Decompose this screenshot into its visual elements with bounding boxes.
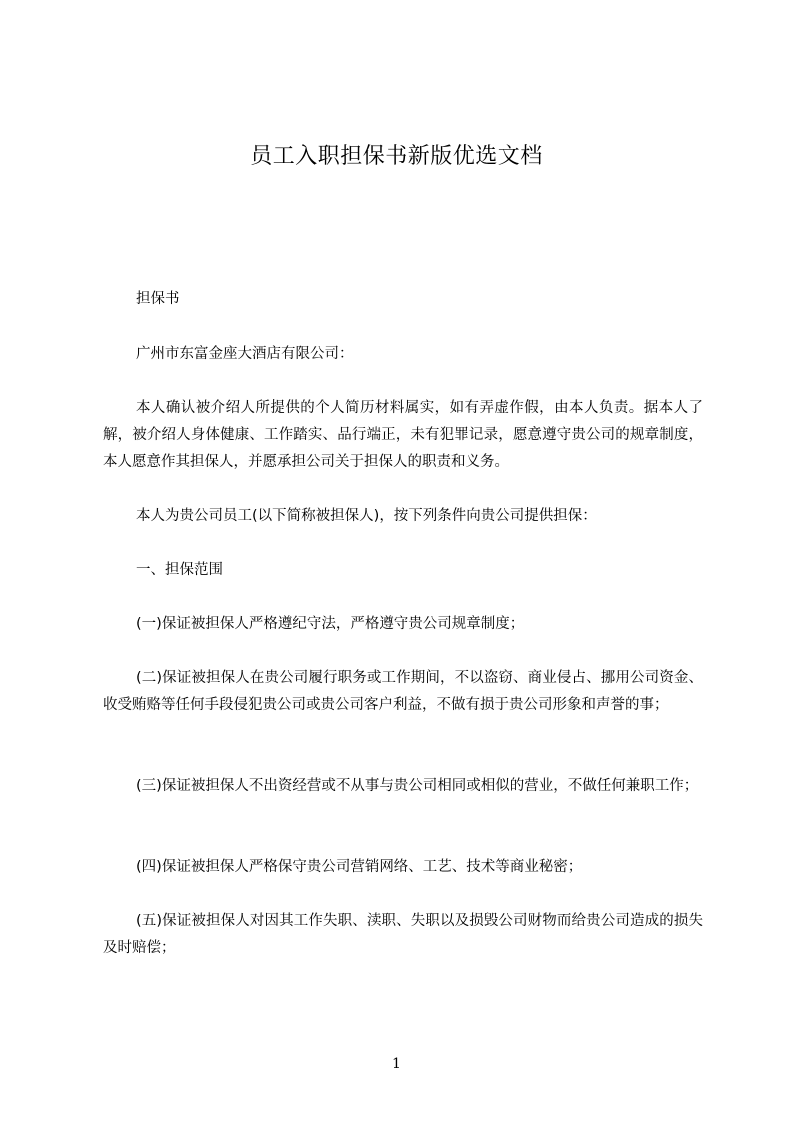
scope-item-5: (五)保证被担保人对因其工作失职、渎职、失职以及损毁公司财物而给贵公司造成的损失及时赔偿； xyxy=(103,913,703,956)
addressee: 广州市东富金座大酒店有限公司： xyxy=(136,346,354,362)
scope-item-1: (一)保证被担保人严格遵纪守法，严格遵守贵公司规章制度； xyxy=(136,616,525,632)
document-title: 员工入职担保书新版优选文档 xyxy=(250,144,543,169)
scope-item-3: (三)保证被担保人不出资经营或不从事与贵公司相同或相似的营业，不做任何兼职工作； xyxy=(136,778,699,794)
scope-item-2: (二)保证被担保人在贵公司履行职务或工作期间，不以盗窃、商业侵占、挪用公司资金、收受贿赂等任何手段侵犯贵公司或贵公司客户利益，不做有损于贵公司形象和声誉的事； xyxy=(103,670,703,713)
page-number: 1 xyxy=(392,1056,401,1072)
paragraph-guarantee-terms: 本人为贵公司员工(以下简称被担保人)，按下列条件向贵公司提供担保： xyxy=(136,508,597,524)
heading-guarantee: 担保书 xyxy=(136,291,180,307)
scope-item-4: (四)保证被担保人严格保守贵公司营销网络、工艺、技术等商业秘密； xyxy=(136,859,583,875)
paragraph-confirmation: 本人确认被介绍人所提供的个人简历材料属实，如有弄虚作假，由本人负责。据本人了解，被介绍人身体健康、工作踏实、品行端正，未有犯罪记录，愿意遵守贵公司的规章制度，本人愿意作其担保人，并愿承担公司关于担保人的职责和义务。 xyxy=(103,400,703,470)
section-title-scope: 一、担保范围 xyxy=(136,562,223,578)
